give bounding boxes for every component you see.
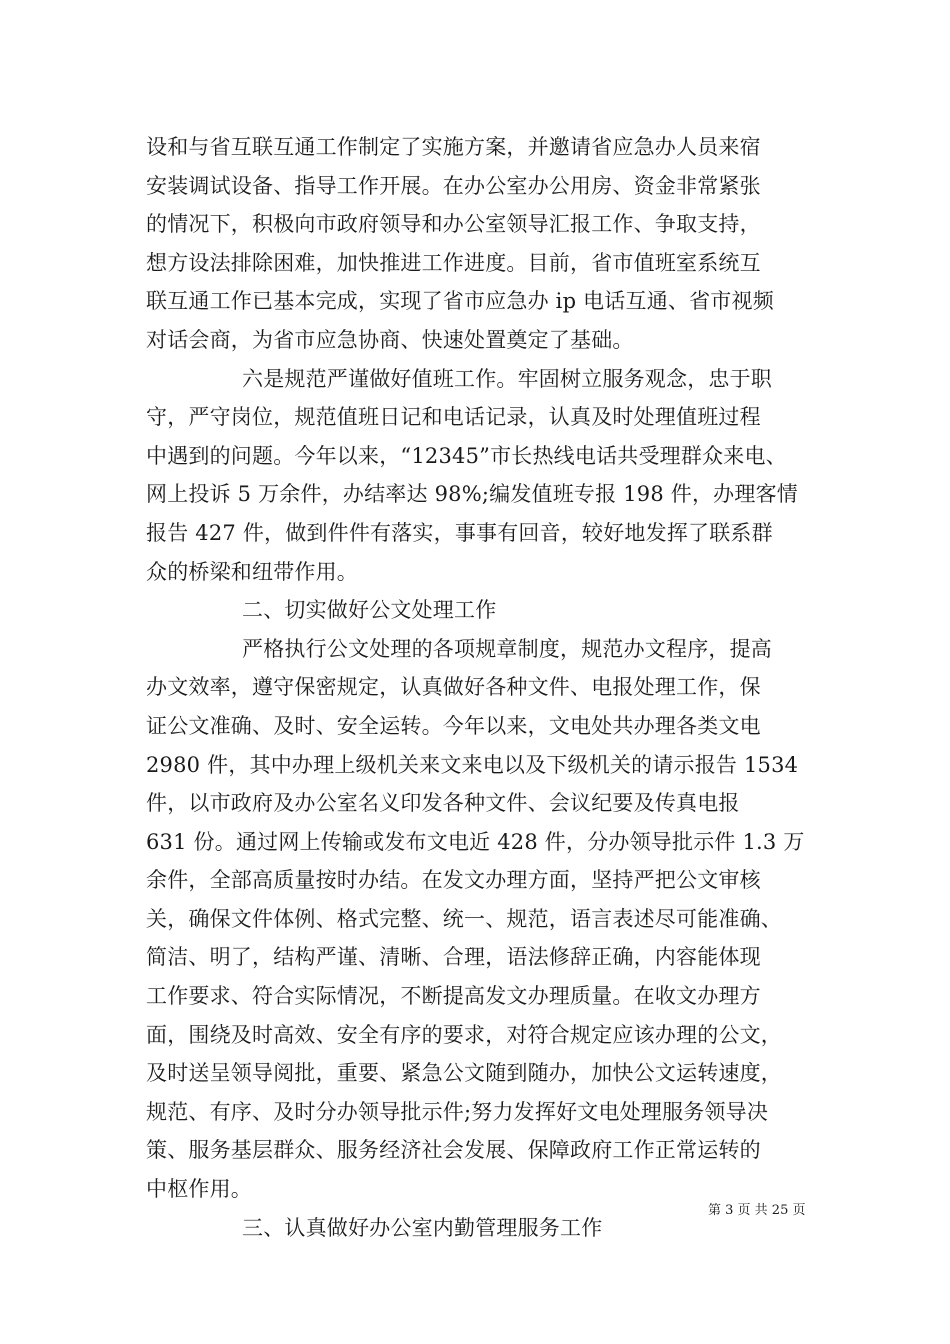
- text-line: 件，以市政府及办公室名义印发各种文件、会议纪要及传真电报: [146, 791, 740, 816]
- text-line: 余件，全部高质量按时办结。在发文办理方面，坚持严把公文审核: [146, 868, 761, 893]
- text-line: 六是规范严谨做好值班工作。牢固树立服务观念，忠于职: [242, 366, 772, 391]
- text-line: 规范、有序、及时分办领导批示件;努力发挥好文电处理服务领导决: [146, 1099, 769, 1124]
- text-line: 及时送呈领导阅批，重要、紧急公文随到随办，加快公文运转速度，: [146, 1061, 782, 1086]
- text-line: 众的桥梁和纽带作用。: [146, 559, 358, 584]
- text-line: 关，确保文件体例、格式完整、统一、规范，语言表述尽可能准确、: [146, 906, 782, 931]
- text-line: 守，严守岗位，规范值班日记和电话记录，认真及时处理值班过程: [146, 405, 761, 430]
- text-line: 工作要求、符合实际情况，不断提高发文办理质量。在收文办理方: [146, 984, 761, 1009]
- text-line: 对话会商，为省市应急协商、快速处置奠定了基础。: [146, 327, 634, 352]
- text-line: 证公文准确、及时、安全运转。今年以来，文电处共办理各类文电: [146, 713, 761, 738]
- text-line: 中枢作用。: [146, 1177, 252, 1202]
- document-body: [146, 128, 822, 1247]
- page-number-footer: 第 3 页 共 25 页: [708, 1203, 806, 1218]
- text-line: 网上投诉 5 万余件，办结率达 98%;编发值班专报 198 件，办理客情: [146, 482, 798, 507]
- text-line: 设和与省互联互通工作制定了实施方案，并邀请省应急办人员来宿: [146, 135, 761, 159]
- text-line: 中遇到的问题。今年以来，“12345”市长热线电话共受理群众来电、: [146, 443, 787, 468]
- text-line: 2980 件，其中办理上级机关来文来电以及下级机关的请示报告 1534: [146, 752, 799, 777]
- text-line: 想方设法排除困难，加快推进工作进度。目前，省市值班室系统互: [146, 250, 761, 275]
- text-line: 二、切实做好公文处理工作: [242, 598, 497, 623]
- text-line: 安装调试设备、指导工作开展。在办公室办公用房、资金非常紧张: [146, 173, 761, 198]
- text-line: 策、服务基层群众、服务经济社会发展、保障政府工作正常运转的: [146, 1138, 761, 1163]
- text-line: 报告 427 件，做到件件有落实，事事有回音，较好地发挥了联系群: [146, 520, 773, 545]
- text-line: 631 份。通过网上传输或发布文电近 428 件，分办领导批示件 1.3 万: [146, 829, 805, 854]
- text-line: 的情况下，积极向市政府领导和办公室领导汇报工作、争取支持，: [146, 212, 761, 237]
- text-line: 严格执行公文处理的各项规章制度，规范办文程序，提高: [242, 636, 772, 661]
- text-line: 联互通工作已基本完成，实现了省市应急办 ip 电话互通、省市视频: [146, 289, 774, 314]
- text-line: 简洁、明了，结构严谨、清晰、合理，语法修辞正确，内容能体现: [146, 945, 761, 970]
- text-line: 办文效率，遵守保密规定，认真做好各种文件、电报处理工作，保: [146, 675, 761, 700]
- text-line: 三、认真做好办公室内勤管理服务工作: [242, 1215, 603, 1240]
- text-line: 面，围绕及时高效、安全有序的要求，对符合规定应该办理的公文，: [146, 1022, 782, 1047]
